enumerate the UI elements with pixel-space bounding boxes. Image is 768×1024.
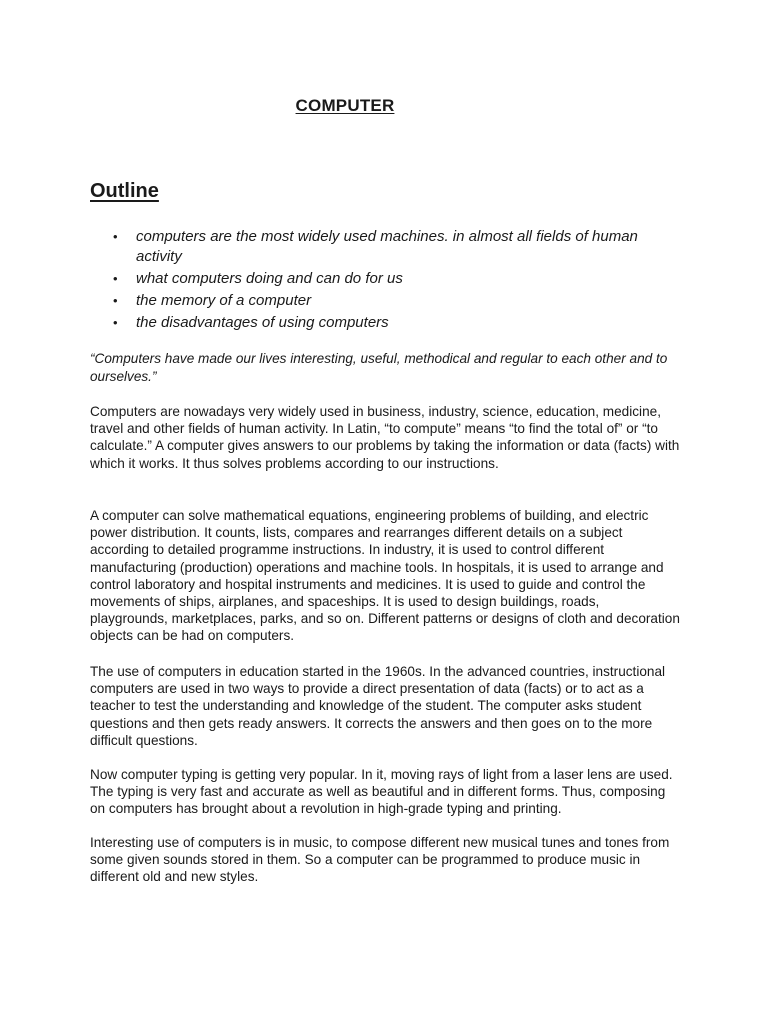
- paragraph: The use of computers in education started in the 1960s. In the advanced countries, instructional computers are used in two ways to provide a direct presentation of data (facts) or to act as a teacher to test the understanding and knowledge of the student. The computer asks student questions and then gets ready answers. It corrects the answers and then goes on to the more difficult questions.: [90, 664, 666, 748]
- bullet-icon: •: [113, 315, 118, 330]
- outline-item: [110, 313, 670, 333]
- outline-item: [110, 269, 670, 289]
- quote: “Computers have made our lives interesting, useful, methodical and regular to each other and to ourselves.”: [90, 351, 668, 384]
- paragraph: A computer can solve mathematical equations, engineering problems of building, and electric power distribution. It counts, lists, compares and rearranges different details on a subject according to detailed programme instructions. In industry, it is used to control different manufacturing (production) operations and machine tools. In hospitals, it is used to arrange and control laboratory and hospital instruments and medicines. It is used to guide and control the movements of ships, airplanes, and spaceships. It is used to design buildings, roads, playgrounds, marketplaces, parks, and so on. Different patterns or designs of cloth and decoration objects can be had on computers.: [90, 508, 680, 644]
- outline-item-text: the memory of a computer: [136, 292, 312, 309]
- bullet-icon: •: [113, 229, 118, 244]
- bullet-icon: •: [113, 271, 118, 286]
- bullet-icon: •: [113, 293, 118, 308]
- outline-heading: Outline: [90, 180, 159, 202]
- paragraph: Computers are nowadays very widely used in business, industry, science, education, medicine, travel and other fields of human activity. In Latin, “to compute” means “to find the total of” or “to calculate.” A computer gives answers to our problems by taking the information or data (facts) with which it works. It thus solves problems according to our instructions.: [90, 404, 680, 471]
- outline-item: [110, 291, 670, 311]
- outline-item-text: computers are the most widely used machines. in almost all fields of human activity: [136, 228, 638, 265]
- outline-list: [110, 227, 670, 335]
- document-title: COMPUTER: [295, 96, 395, 115]
- outline-item-text: the disadvantages of using computers: [136, 314, 389, 331]
- outline-item: [110, 227, 670, 267]
- outline-item-text: what computers doing and can do for us: [136, 270, 403, 287]
- paragraph: Interesting use of computers is in music, to compose different new musical tunes and tones from some given sounds stored in them. So a computer can be programmed to produce music in different old and new styles.: [90, 835, 670, 885]
- paragraph: Now computer typing is getting very popular. In it, moving rays of light from a laser lens are used. The typing is very fast and accurate as well as beautiful and in different forms. Thus, composing on computers has brought about a revolution in high-grade typing and printing.: [90, 767, 673, 817]
